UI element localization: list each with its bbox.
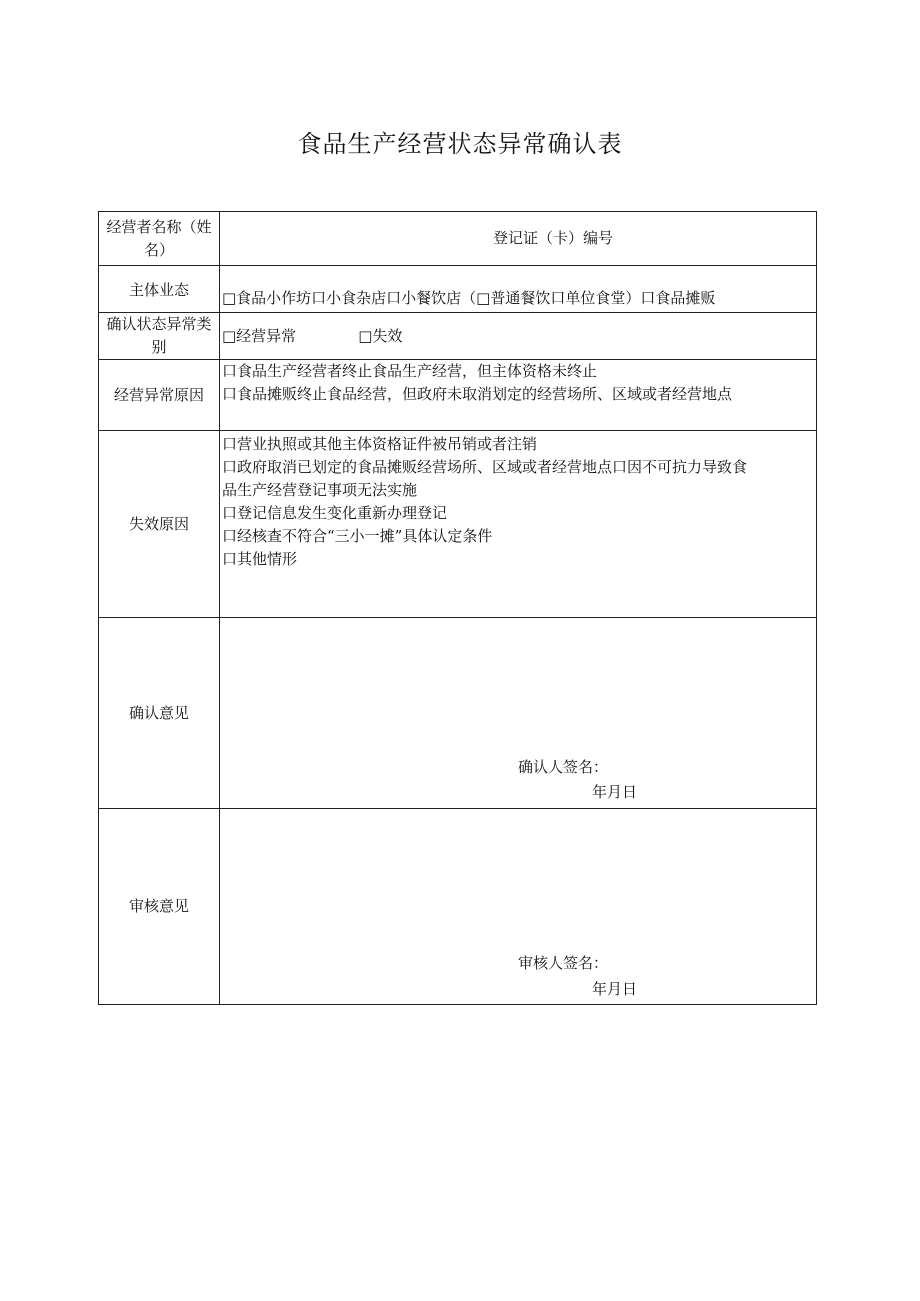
business-type-options[interactable]: □食品小作坊口小食杂店口小餐饮店（□普通餐饮口单位食堂）口食品摊贩 xyxy=(220,266,817,313)
confirmation-form-table xyxy=(98,211,817,1005)
row-status-category xyxy=(99,313,817,360)
abnormal-reason-option[interactable]: 口食品生产经营者终止食品生产经营，但主体资格未终止 xyxy=(222,362,598,380)
review-date-label: 年月日 xyxy=(592,980,638,998)
invalid-reason-option-continued: 品生产经营登记事项无法实施 xyxy=(222,481,418,499)
checkbox-invalid[interactable]: □失效 xyxy=(358,326,403,345)
row-review-opinion xyxy=(99,809,817,1005)
registration-cell[interactable] xyxy=(220,212,817,266)
operator-name-label: 经营者名称（姓名） xyxy=(99,212,220,266)
business-type-label: 主体业态 xyxy=(99,266,220,313)
confirm-date-label: 年月日 xyxy=(592,783,638,801)
review-signature-label: 审核人签名： xyxy=(518,954,609,972)
registration-number-label: 登记证（卡）编号 xyxy=(492,229,613,247)
checkbox-business-abnormal[interactable]: □经营异常 xyxy=(222,326,297,345)
status-category-label: 确认状态异常类别 xyxy=(99,313,220,360)
abnormal-reason-label: 经营异常原因 xyxy=(99,360,220,431)
confirm-opinion-field[interactable] xyxy=(220,618,817,809)
confirm-signature-label: 确认人签名： xyxy=(518,758,609,776)
invalid-reason-option[interactable]: 口登记信息发生变化重新办理登记 xyxy=(222,504,448,522)
invalid-reason-label: 失效原因 xyxy=(99,431,220,618)
row-confirm-opinion xyxy=(99,618,817,809)
row-invalid-reason xyxy=(99,431,817,618)
abnormal-reason-option[interactable]: 口食品摊贩终止食品经营，但政府未取消划定的经营场所、区域或者经营地点 xyxy=(222,385,733,403)
review-opinion-field[interactable] xyxy=(220,809,817,1005)
row-business-type xyxy=(99,266,817,313)
abnormal-reason-options xyxy=(220,360,817,431)
invalid-reason-option[interactable]: 口营业执照或其他主体资格证件被吊销或者注销 xyxy=(222,435,538,453)
page-title: 食品生产经营状态异常确认表 xyxy=(297,130,623,158)
status-category-options xyxy=(220,313,817,360)
invalid-reason-option[interactable]: 口经核查不符合“三小一摊”具体认定条件 xyxy=(222,527,493,545)
review-opinion-label: 审核意见 xyxy=(99,809,220,1005)
row-operator-name xyxy=(99,212,817,266)
invalid-reason-options xyxy=(220,431,817,618)
row-abnormal-reason xyxy=(99,360,817,431)
invalid-reason-option[interactable]: 口其他情形 xyxy=(222,550,298,568)
confirm-opinion-label: 确认意见 xyxy=(99,618,220,809)
invalid-reason-option[interactable]: 口政府取消已划定的食品摊贩经营场所、区域或者经营地点口因不可抗力导致食 xyxy=(222,458,748,476)
